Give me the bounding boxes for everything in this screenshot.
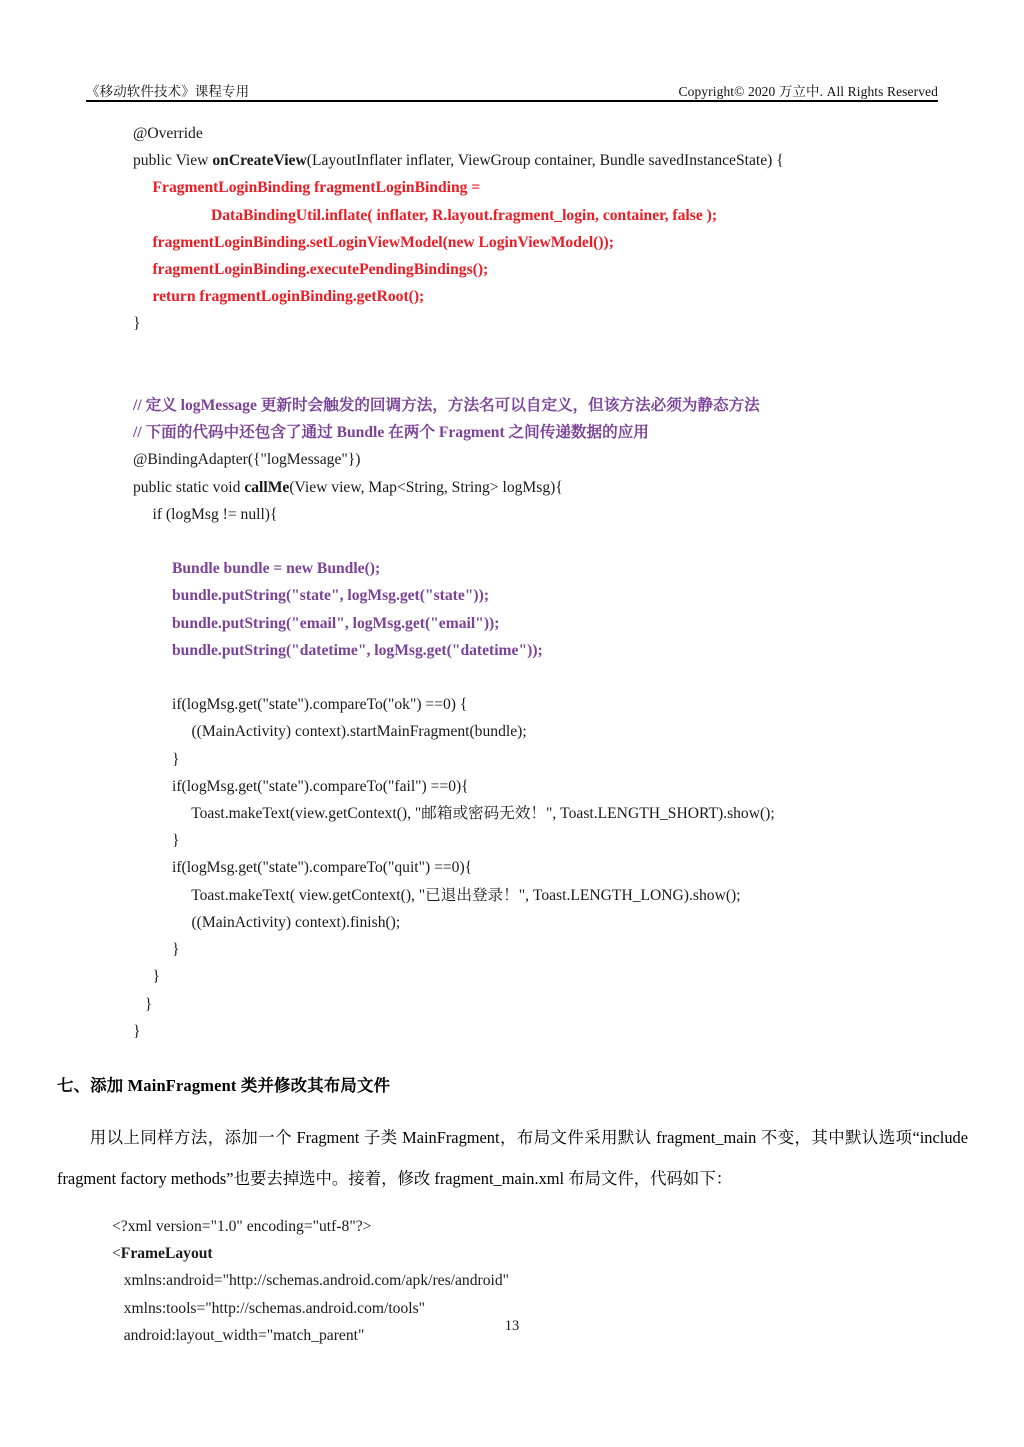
code-line: fragmentLoginBinding.setLoginViewModel(new LoginViewModel());	[133, 233, 614, 251]
xml-code-line: xmlns:android="http://schemas.android.com/apk/res/android"	[112, 1272, 510, 1290]
code-block-oncreateview	[0, 120, 1024, 1045]
code-line: Bundle bundle = new Bundle();	[133, 560, 381, 578]
code-line: if(logMsg.get("state").compareTo("fail") ==0){	[133, 777, 469, 795]
xml-code-line: <?xml version="1.0" encoding="utf-8"?>	[112, 1217, 372, 1235]
page-header	[86, 72, 938, 100]
code-line: // 下面的代码中还包含了通过 Bundle 在两个 Fragment 之间传递数据的应用	[133, 424, 649, 442]
section-heading: 七、添加 MainFragment 类并修改其布局文件	[57, 1075, 391, 1095]
code-line: }	[133, 968, 160, 986]
code-line: }	[133, 315, 141, 333]
code-line: fragmentLoginBinding.executePendingBindings();	[133, 261, 489, 279]
code-line	[0, 664, 1024, 691]
code-line: DataBindingUtil.inflate( inflater, R.layout.fragment_login, container, false );	[133, 206, 718, 224]
header-divider-rule	[86, 100, 938, 102]
code-line: }	[133, 941, 180, 959]
code-line: @Override	[133, 125, 203, 142]
code-line: }	[133, 832, 180, 850]
code-line: FragmentLoginBinding fragmentLoginBinding =	[133, 179, 481, 197]
code-line: if (logMsg != null){	[133, 505, 278, 523]
code-line: }	[133, 1022, 141, 1040]
code-line: bundle.putString("email", logMsg.get("email"));	[133, 614, 500, 632]
xml-code-line: android:layout_width="match_parent"	[112, 1326, 365, 1344]
code-line: ((MainActivity) context).startMainFragment(bundle);	[133, 723, 527, 741]
code-line: ((MainActivity) context).finish();	[133, 913, 401, 931]
code-line: bundle.putString("state", logMsg.get("state"));	[133, 587, 490, 605]
code-line: public View onCreateView(LayoutInflater inflater, ViewGroup container, Bundle savedInstanceState) {	[133, 152, 784, 170]
code-line: @BindingAdapter({"logMessage"})	[133, 451, 361, 469]
code-line: bundle.putString("datetime", logMsg.get("datetime"));	[133, 641, 543, 659]
header-course-label: 《移动软件技术》课程专用	[86, 84, 250, 99]
code-line: if(logMsg.get("state").compareTo("quit") ==0){	[133, 859, 473, 877]
page-number: 13	[504, 1318, 520, 1334]
code-line: // 定义 logMessage 更新时会触发的回调方法，方法名可以自定义，但该方法必须为静态方法	[133, 397, 760, 415]
code-line	[0, 528, 1024, 555]
code-line: public static void callMe(View view, Map<String, String> logMsg){	[133, 478, 563, 496]
code-line	[0, 338, 1024, 365]
code-line: if(logMsg.get("state").compareTo("ok") ==0) {	[133, 696, 468, 714]
code-line: return fragmentLoginBinding.getRoot();	[133, 288, 425, 306]
code-line: }	[133, 995, 153, 1013]
section-paragraph: 用以上同样方法，添加一个 Fragment 子类 MainFragment，布局文件采用默认 fragment_main 不变，其中默认选项“include fragment factory methods”也要去掉选中。接着，修改 fragment_main.xml 布局文件，代码如下：	[57, 1127, 968, 1188]
header-copyright: Copyright© 2020 万立中. All Rights Reserved	[678, 84, 938, 99]
page-content	[0, 120, 1024, 1349]
code-line: Toast.makeText( view.getContext(), "已退出登录！", Toast.LENGTH_LONG).show();	[133, 886, 741, 904]
xml-code-line: <FrameLayout	[112, 1245, 213, 1263]
xml-code-line: xmlns:tools="http://schemas.android.com/tools"	[112, 1299, 426, 1317]
code-line	[0, 365, 1024, 392]
code-line: }	[133, 750, 180, 768]
code-line: Toast.makeText(view.getContext(), "邮箱或密码无效！", Toast.LENGTH_SHORT).show();	[133, 805, 775, 823]
